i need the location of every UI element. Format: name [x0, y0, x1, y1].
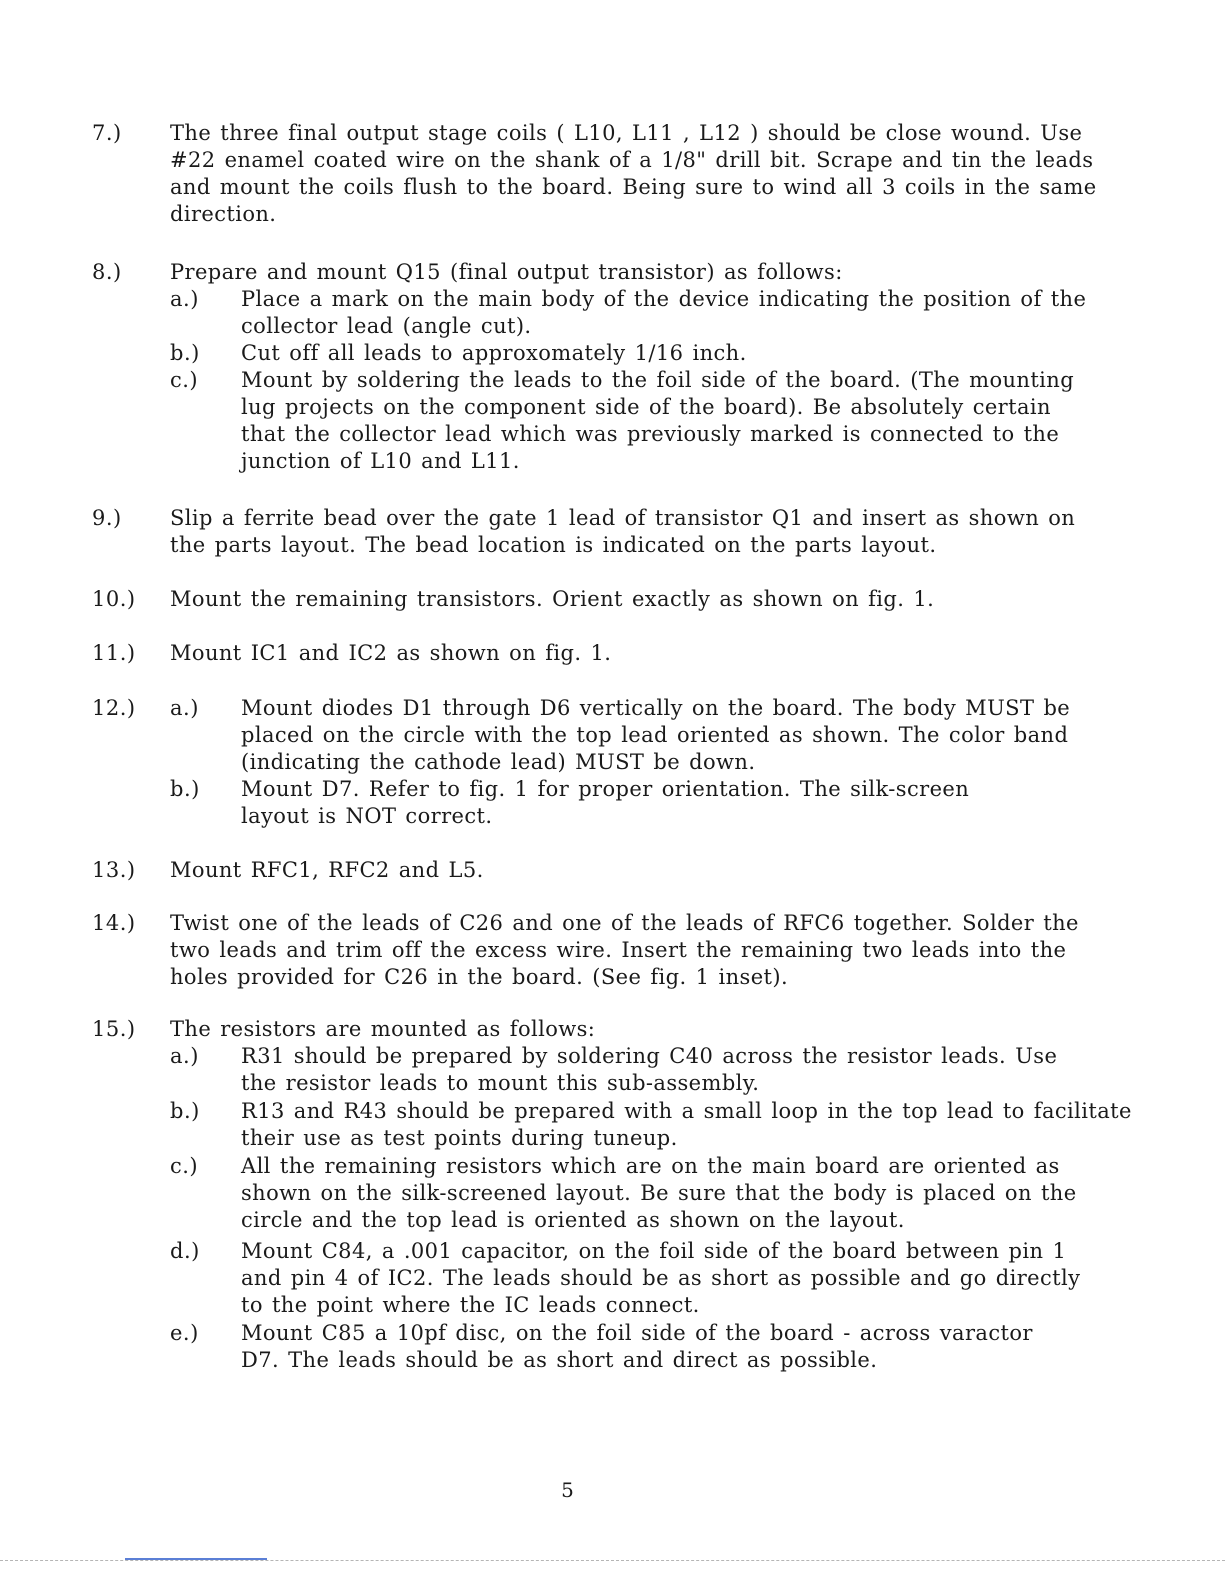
step-number: 14.) — [92, 911, 136, 935]
text-line: and mount the coils flush to the board. Being sure to wind all 3 coils in the same — [170, 175, 1097, 199]
sub-text — [241, 286, 1171, 340]
text-line: Twist one of the leads of C26 and one of the leads of RFC6 together. Solder the — [170, 911, 1079, 935]
sub-text — [241, 1098, 1171, 1152]
text-line: R13 and R43 should be prepared with a small loop in the top lead to facilitate — [241, 1099, 1132, 1123]
sub-text — [241, 1238, 1171, 1319]
text-line: Prepare and mount Q15 (final output transistor) as follows: — [170, 260, 843, 284]
sub-label: a.) — [170, 287, 199, 311]
text-line: their use as test points during tuneup. — [241, 1126, 678, 1150]
text-line: layout is NOT correct. — [241, 804, 493, 828]
sub-text — [241, 367, 1171, 475]
sub-label: d.) — [170, 1239, 200, 1263]
text-line: lug projects on the component side of the board). Be absolutely certain — [241, 395, 1051, 419]
text-line: Mount D7. Refer to fig. 1 for proper orientation. The silk-screen — [241, 777, 970, 801]
step-text — [170, 1016, 1160, 1043]
step-number: 7.) — [92, 121, 122, 145]
sub-label: b.) — [170, 341, 200, 365]
step-text — [170, 910, 1160, 991]
text-line: R31 should be prepared by soldering C40 across the resistor leads. Use — [241, 1044, 1058, 1068]
text-line: Place a mark on the main body of the device indicating the position of the — [241, 287, 1087, 311]
text-line: Mount C85 a 10pf disc, on the foil side of the board - across varactor — [241, 1321, 1033, 1345]
text-line: that the collector lead which was previously marked is connected to the — [241, 422, 1060, 446]
text-line: Mount diodes D1 through D6 vertically on the board. The body MUST be — [241, 696, 1071, 720]
text-line: Slip a ferrite bead over the gate 1 lead of transistor Q1 and insert as shown on — [170, 506, 1076, 530]
text-line: collector lead (angle cut). — [241, 314, 532, 338]
step-text — [170, 640, 1160, 667]
step-text — [170, 586, 1160, 613]
text-line: The three final output stage coils ( L10, L11 , L12 ) should be close wound. Use — [170, 121, 1083, 145]
step-number: 8.) — [92, 260, 122, 284]
text-line: placed on the circle with the top lead oriented as shown. The color band — [241, 723, 1069, 747]
step-number: 13.) — [92, 858, 136, 882]
sub-label: a.) — [170, 1044, 199, 1068]
text-line: #22 enamel coated wire on the shank of a 1/8" drill bit. Scrape and tin the leads — [170, 148, 1094, 172]
sub-text — [241, 776, 1171, 830]
step-text — [170, 857, 1160, 884]
text-line: Mount RFC1, RFC2 and L5. — [170, 858, 484, 882]
text-line: the resistor leads to mount this sub-assembly. — [241, 1071, 760, 1095]
step-text — [170, 259, 1160, 286]
text-line: to the point where the IC leads connect. — [241, 1293, 700, 1317]
step-number: 9.) — [92, 506, 122, 530]
text-line: the parts layout. The bead location is indicated on the parts layout. — [170, 533, 937, 557]
sub-text — [241, 1320, 1171, 1374]
step-number: 12.) — [92, 696, 136, 720]
text-line: two leads and trim off the excess wire. Insert the remaining two leads into the — [170, 938, 1067, 962]
text-line: and pin 4 of IC2. The leads should be as short as possible and go directly — [241, 1266, 1081, 1290]
text-line: All the remaining resistors which are on the main board are oriented as — [241, 1154, 1060, 1178]
step-number: 10.) — [92, 587, 136, 611]
text-line: The resistors are mounted as follows: — [170, 1017, 596, 1041]
text-line: (indicating the cathode lead) MUST be down. — [241, 750, 756, 774]
page-number: 5 — [561, 1478, 574, 1502]
sub-label: b.) — [170, 777, 200, 801]
sub-text — [241, 1043, 1171, 1097]
text-line: Mount the remaining transistors. Orient exactly as shown on fig. 1. — [170, 587, 935, 611]
text-line: Cut off all leads to approxomately 1/16 inch. — [241, 341, 747, 365]
text-line: direction. — [170, 202, 277, 226]
text-line: circle and the top lead is oriented as shown on the layout. — [241, 1208, 905, 1232]
sub-text — [241, 695, 1171, 776]
sub-label: b.) — [170, 1099, 200, 1123]
page-bottom-mark — [125, 1558, 267, 1560]
sub-label: c.) — [170, 1154, 199, 1178]
sub-label: a.) — [170, 696, 199, 720]
text-line: junction of L10 and L11. — [241, 449, 520, 473]
text-line: shown on the silk-screened layout. Be sure that the body is placed on the — [241, 1181, 1077, 1205]
text-line: Mount IC1 and IC2 as shown on fig. 1. — [170, 641, 612, 665]
text-line: Mount C84, a .001 capacitor, on the foil side of the board between pin 1 — [241, 1239, 1067, 1263]
step-text — [170, 120, 1160, 228]
step-text — [170, 505, 1160, 559]
sub-label: c.) — [170, 368, 199, 392]
sub-text — [241, 340, 1171, 367]
text-line: holes provided for C26 in the board. (See fig. 1 inset). — [170, 965, 789, 989]
step-number: 11.) — [92, 641, 136, 665]
text-line: D7. The leads should be as short and direct as possible. — [241, 1348, 878, 1372]
sub-text — [241, 1153, 1171, 1234]
step-number: 15.) — [92, 1017, 136, 1041]
sub-label: e.) — [170, 1321, 199, 1345]
page-bottom-divider — [0, 1560, 1225, 1561]
text-line: Mount by soldering the leads to the foil side of the board. (The mounting — [241, 368, 1075, 392]
